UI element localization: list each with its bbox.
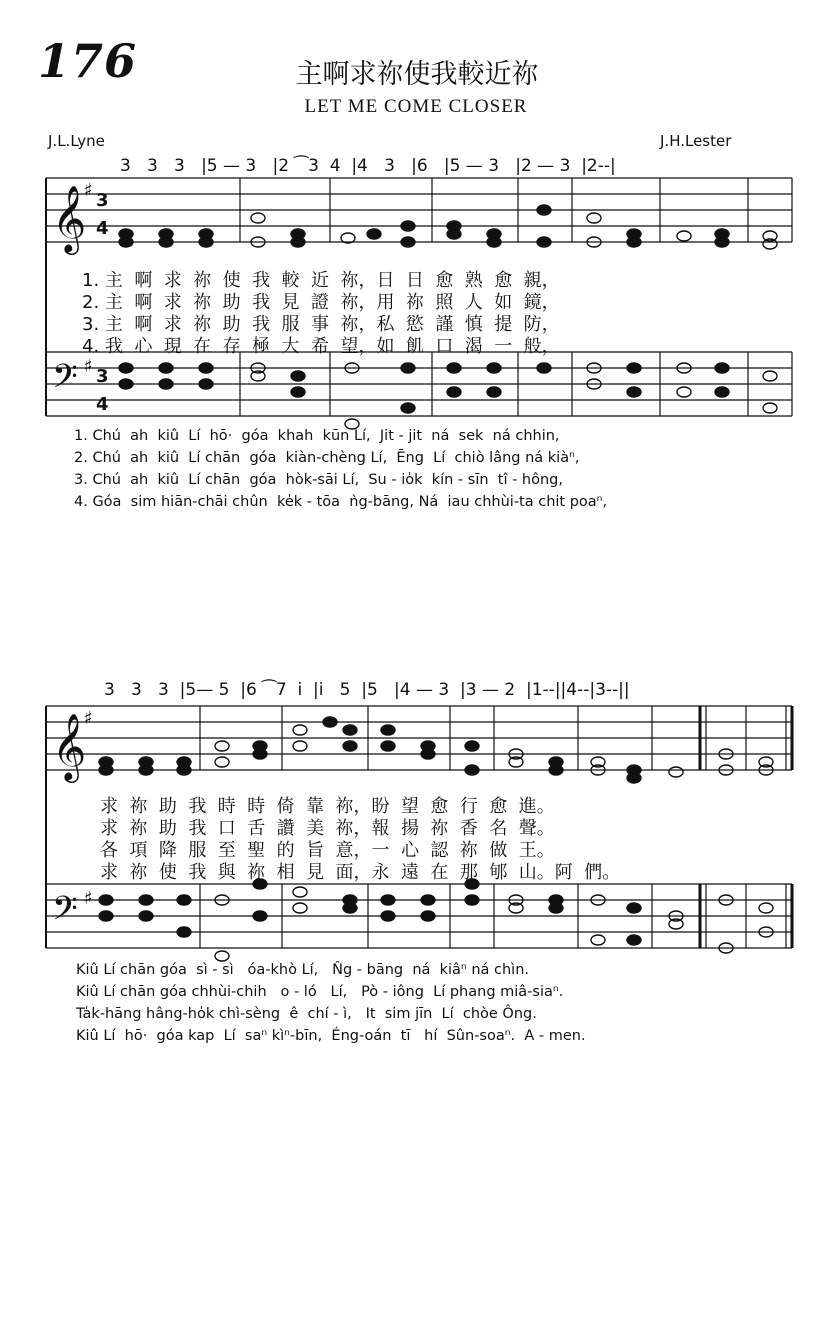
bass-staff-1 [46, 352, 792, 416]
svg-text:♯: ♯ [84, 180, 93, 201]
svg-text:3: 3 [96, 190, 109, 211]
zh-verse-1-line: 求 祢 助 我 時 時 倚 靠 祢，盼 望 愈 行 愈 進。 [100, 796, 555, 817]
rom-verse-2-line: Kiû Lí chān góa chhùi-chih o - ló Lí, Pò - iông Lí phang miâ-siaⁿ. [76, 984, 564, 1000]
rom-verse-4-line: 4. Góa sim hiān-chāi chûn ke̍k - tōa ǹg-bāng, Ná iau chhùi-ta chit poaⁿ, [74, 494, 608, 510]
zh-verse-2-line: 2. 主 啊 求 祢 助 我 見 證 祢，用 祢 照 人 如 鏡， [82, 292, 560, 313]
bass-staff-2 [46, 884, 792, 948]
rom-verse-2-line: 2. Chú ah kiû Lí chān góa kiàn-chèng Lí, Ēng Lí chiò lâng ná kiàⁿ, [74, 450, 580, 466]
svg-text:3: 3 [96, 366, 109, 387]
rom-verse-1-line: 1. Chú ah kiû Lí hō· góa khah kūn Lí, Jit - jit ná sek ná chhin, [74, 428, 560, 444]
notes-bass-1 [119, 363, 777, 429]
svg-text:♯: ♯ [84, 356, 93, 377]
treble-clef-icon: 𝄞 [52, 712, 87, 780]
svg-text:♯: ♯ [84, 888, 93, 909]
rom-verse-3-line: Ta̍k-hāng hâng-ho̍k chì-sèng ê chí - ì, It sim jīn Lí chòe Ông. [76, 1006, 537, 1022]
bass-clef-icon: 𝄢 [52, 890, 78, 936]
zh-verse-4-line: 求 祢 使 我 與 祢 相 見 面，永 遠 在 那 郇 山。阿 們。 [100, 862, 621, 883]
hymn-number: 176 [38, 34, 138, 88]
rom-verse-1-line: Kiû Lí chān góa sì - sì óa-khò Lí, N̂g - bāng ná kiâⁿ ná chìn. [76, 962, 529, 978]
music-credit: J.H.Lester [660, 132, 732, 150]
svg-text:4: 4 [96, 394, 109, 415]
zh-verse-3-line: 各 項 降 服 至 聖 的 旨 意，一 心 認 祢 做 王。 [100, 840, 555, 861]
zh-verse-2-line: 求 祢 助 我 口 舌 讚 美 祢，報 揚 祢 香 名 聲。 [100, 818, 555, 839]
treble-staff-2 [46, 706, 792, 770]
svg-text:4: 4 [96, 218, 109, 239]
zh-verse-3-line: 3. 主 啊 求 祢 助 我 服 事 祢，私 慾 謹 慎 提 防， [82, 314, 560, 335]
svg-text:♯: ♯ [84, 708, 93, 729]
zh-verse-1-line: 1. 主 啊 求 祢 使 我 較 近 祢，日 日 愈 熟 愈 親， [82, 270, 560, 291]
zh-verse-4-line: 4. 我 心 現 在 存 極 大 希 望，如 飢 口 渴 一 般， [82, 336, 560, 357]
rom-verse-3-line: 3. Chú ah kiû Lí chān góa hòk-sāi Lí, Su - io̍k kín - sīn tî - hông, [74, 472, 563, 488]
rom-verse-4-line: Kiû Lí hō· góa kap Lí saⁿ kìⁿ-bīn, Éng-oán tī hí Sûn-soaⁿ. A - men. [76, 1028, 586, 1044]
jianpu-line-2: 3 3 3 |5— 5 |6 ⁀7 i |i 5 |5 |4 — 3 |3 — 2 |1--||4--|3--|| [104, 680, 630, 700]
bass-clef-icon: 𝄢 [52, 358, 78, 404]
title-chinese: 主啊求祢使我較近祢 [295, 59, 539, 90]
title-english: LET ME COME CLOSER [304, 96, 528, 117]
treble-clef-icon: 𝄞 [52, 184, 87, 252]
jianpu-line-1: 3 3 3 |5 — 3 |2 ⁀3 4 |4 3 |6 |5 — 3 |2 — 3 |2--| [120, 156, 616, 176]
words-credit: J.L.Lyne [48, 132, 105, 150]
